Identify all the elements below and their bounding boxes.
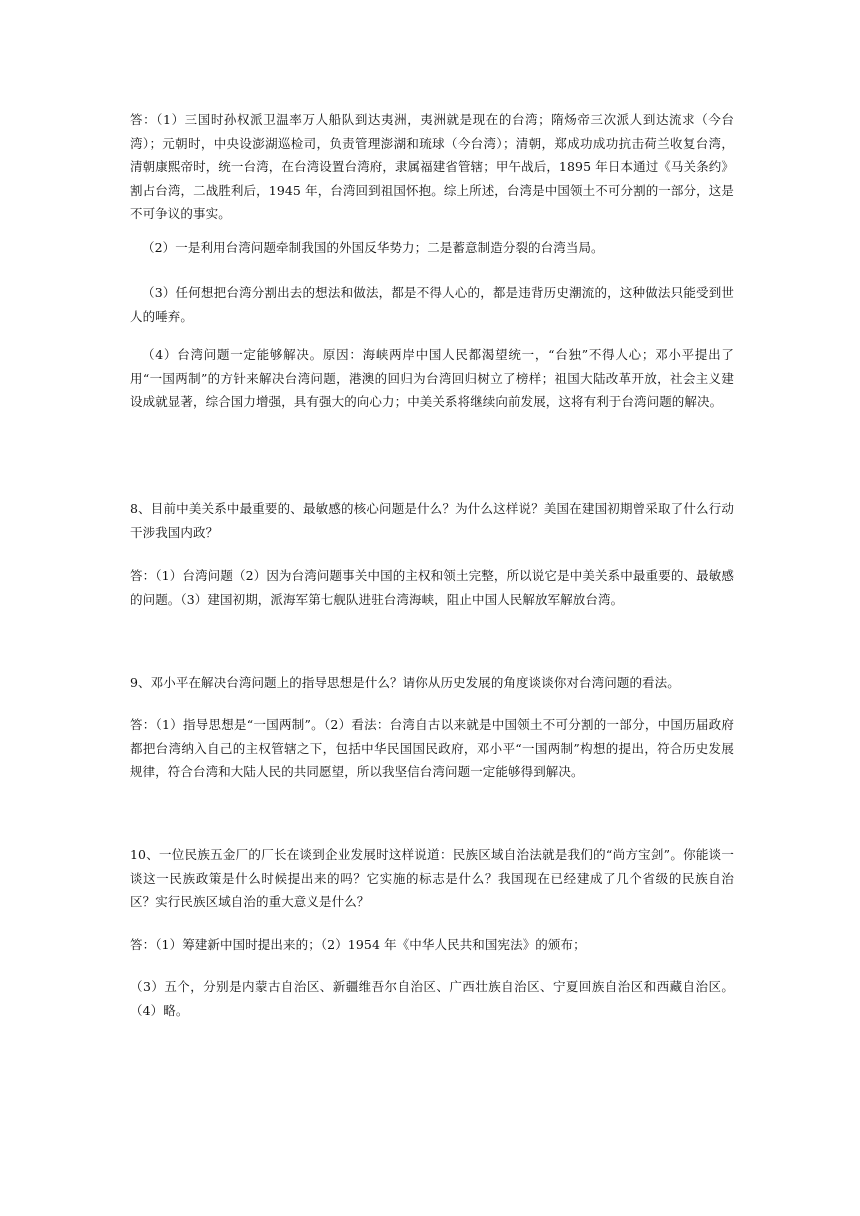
answer-7-part-2: （2）一是利用台湾问题牵制我国的外国反华势力；二是蓄意制造分裂的台湾当局。: [142, 240, 604, 255]
answer-7-part-1: 答：（1）三国时孙权派卫温率万人船队到达夷洲，夷洲就是现在的台湾；隋炀帝三次派人到达流求（今台湾）；元朝时，中央设澎湖巡检司，负责管理澎湖和琉球（今台湾）；清朝，郑成功成功抗击荷兰收复台湾，清朝康熙帝时，统一台湾，在台湾设置台湾府，隶属福建省管辖；甲午战后，1895 年日本通过《马关条约》割占台湾，二战胜利后，1945 年，台湾回到祖国怀抱。综上所述，台湾是中国领土不可分割的一部分，这是不可争议的事实。: [130, 112, 734, 221]
answer-10-part-2: （3）五个，分别是内蒙古自治区、新疆维吾尔自治区、广西壮族自治区、宁夏回族自治区和西藏自治区。（4）略。: [130, 979, 734, 1018]
question-8: 8、目前中美关系中最重要的、最敏感的核心问题是什么？为什么这样说？美国在建国初期曾采取了什么行动干涉我国内政？: [130, 501, 734, 540]
answer-9: 答：（1）指导思想是“一国两制”。（2）看法：台湾自古以来就是中国领土不可分割的一部分，中国历届政府都把台湾纳入自己的主权管辖之下，包括中华民国国民政府，邓小平“一国两制”构想的提出，符合历史发展规律，符合台湾和大陆人民的共同愿望，所以我坚信台湾问题一定能够得到解决。: [130, 717, 734, 779]
answer-7-part-4: （4）台湾问题一定能够解决。原因：海峡两岸中国人民都渴望统一，“台独”不得人心；邓小平提出了用“一国两制”的方针来解决台湾问题，港澳的回归为台湾回归树立了榜样；祖国大陆改革开放，社会主义建设成就显著，综合国力增强，具有强大的向心力；中美关系将继续向前发展，这将有利于台湾问题的解决。: [130, 347, 734, 409]
answer-10-part-1: 答：（1）筹建新中国时提出来的；（2）1954 年《中华人民共和国宪法》的颁布；: [130, 937, 586, 952]
answer-8: 答：（1）台湾问题（2）因为台湾问题事关中国的主权和领土完整，所以说它是中美关系中最重要的、最敏感的问题。（3）建国初期，派海军第七舰队进驻台湾海峡，阻止中国人民解放军解放台湾。: [130, 568, 734, 607]
question-9: 9、邓小平在解决台湾问题上的指导思想是什么？请你从历史发展的角度谈谈你对台湾问题的看法。: [130, 675, 680, 690]
question-10: 10、一位民族五金厂的厂长在谈到企业发展时这样说道：民族区域自治法就是我们的“尚方宝剑”。你能谈一谈这一民族政策是什么时候提出来的吗？它实施的标志是什么？我国现在已经建成了几个省级的民族自治区？实行民族区域自治的重大意义是什么？: [130, 847, 734, 909]
answer-7-part-3: （3）任何想把台湾分割出去的想法和做法，都是不得人心的，都是违背历史潮流的，这种做法只能受到世人的唾弃。: [130, 285, 734, 324]
